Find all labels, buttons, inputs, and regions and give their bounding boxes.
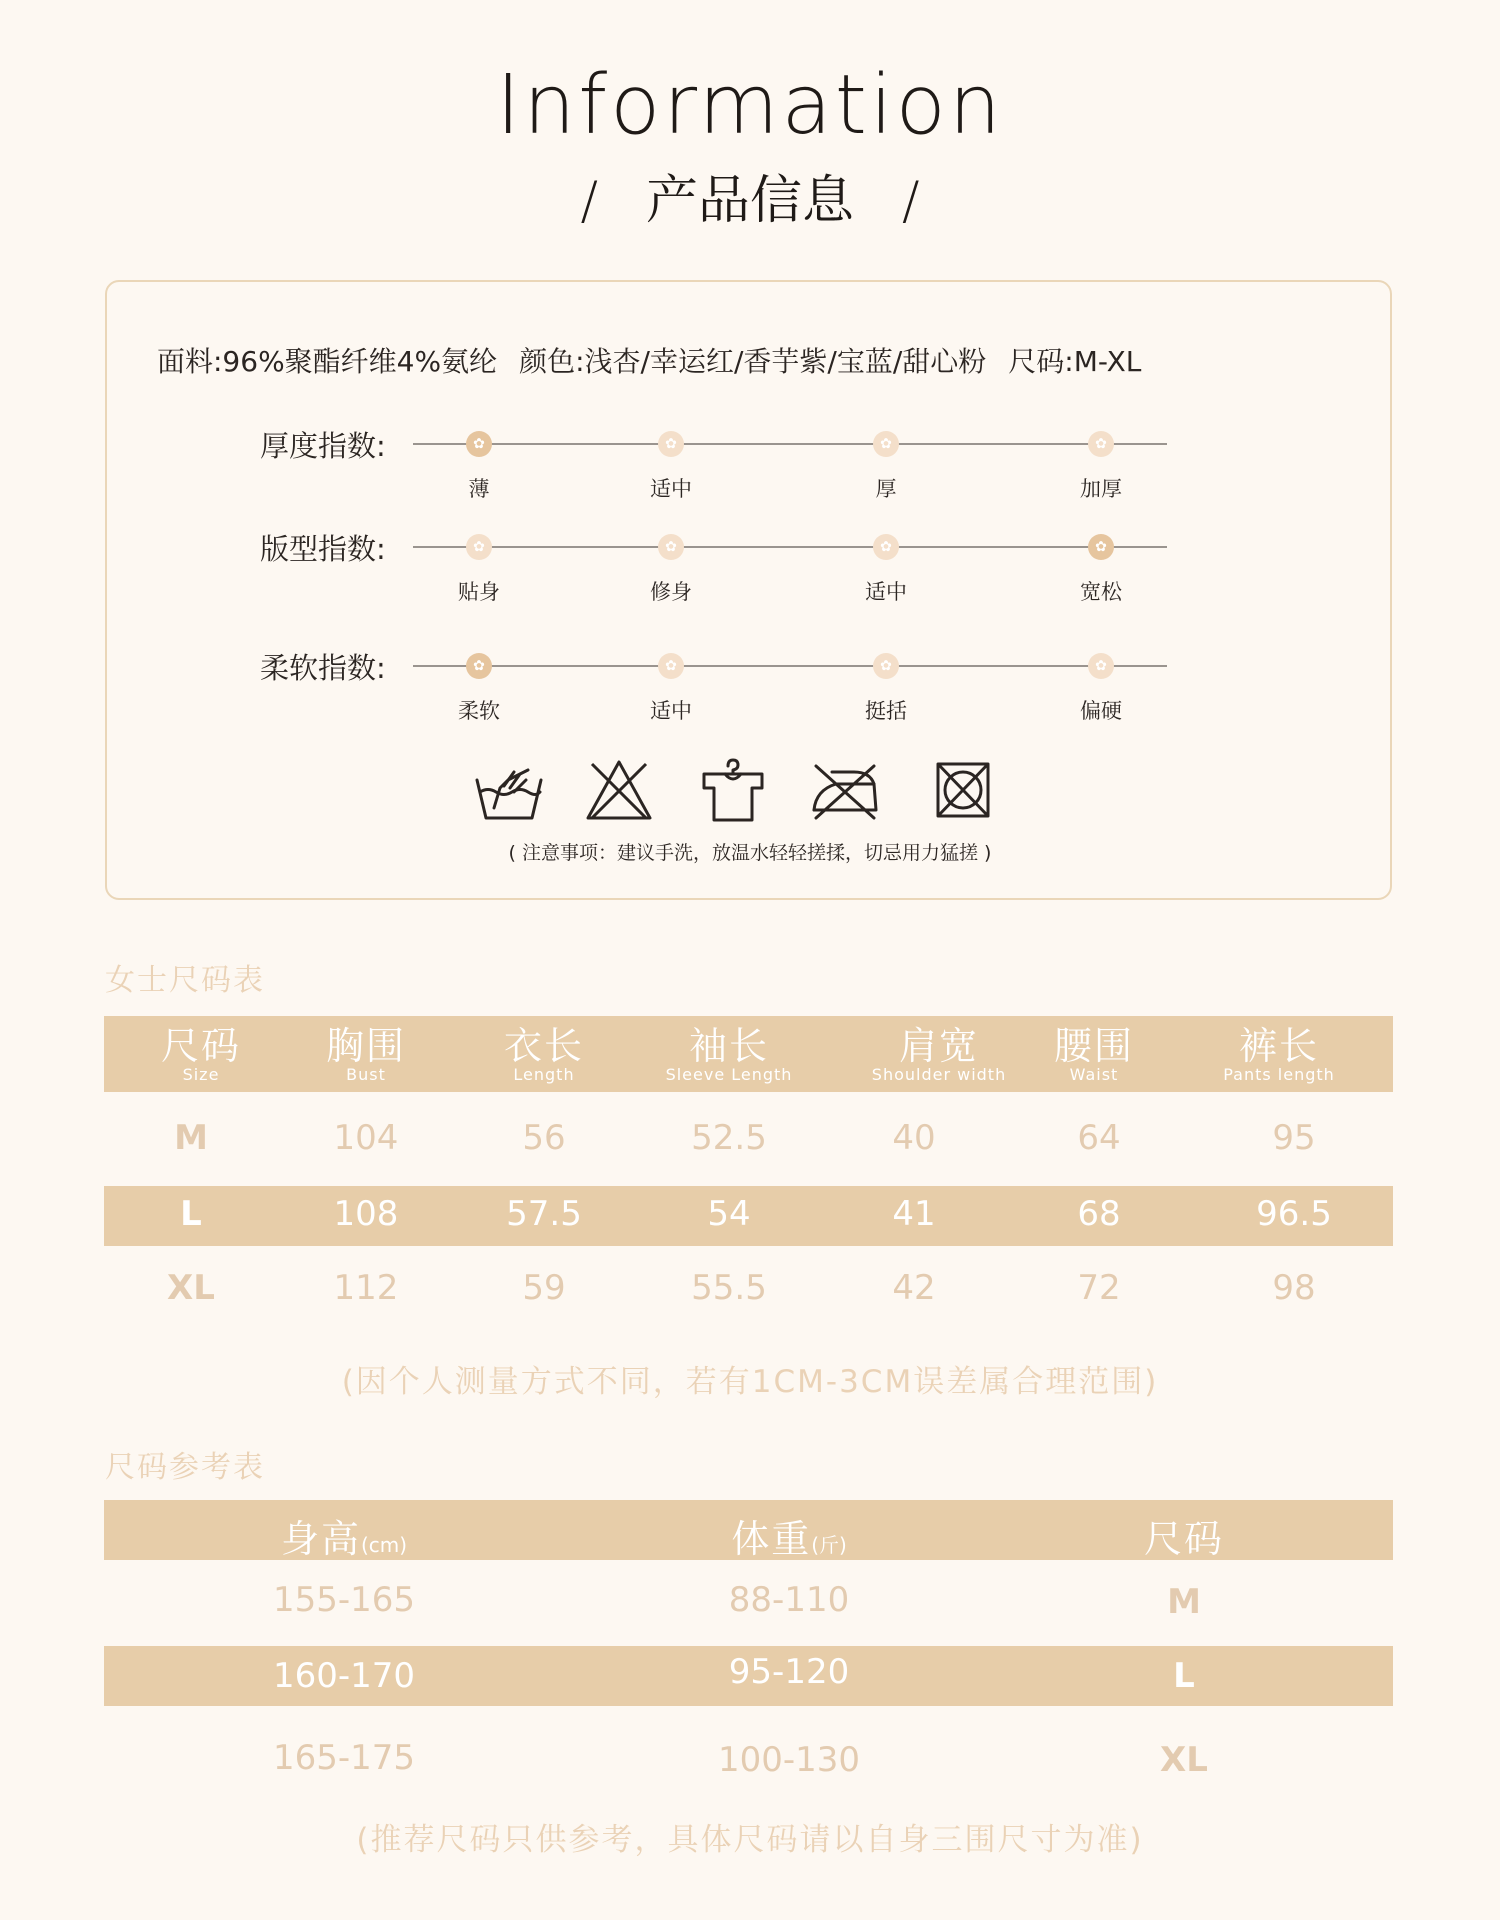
hand-wash-icon bbox=[474, 758, 544, 822]
table-cell: M bbox=[174, 1118, 208, 1158]
rating-dot: ✿ bbox=[658, 534, 684, 560]
spec-color: 颜色:浅杏/幸运红/香芋紫/宝蓝/甜心粉 bbox=[519, 345, 987, 378]
header-cell-bust: 胸围 Bust bbox=[325, 1024, 406, 1084]
no-bleach-icon bbox=[584, 758, 654, 822]
rating-option: 柔软 bbox=[458, 699, 500, 723]
rating-option: 薄 bbox=[468, 477, 490, 501]
ref-header-height: 身高(cm) bbox=[280, 1517, 408, 1561]
hang-dry-icon bbox=[698, 758, 768, 822]
rating-option: 加厚 bbox=[1080, 477, 1122, 501]
title-chinese-text: 产品信息 bbox=[645, 171, 854, 231]
table-cell: 64 bbox=[1077, 1118, 1121, 1158]
table-row bbox=[104, 1578, 1393, 1638]
table-cell: 95-120 bbox=[728, 1652, 850, 1692]
rating-option: 宽松 bbox=[1080, 580, 1122, 604]
table-cell: 54 bbox=[707, 1194, 751, 1234]
rating-dot: ✿ bbox=[873, 653, 899, 679]
ref-table-note: (推荐尺码只供参考，具体尺码请以自身三围尺寸为准) bbox=[356, 1822, 1144, 1858]
size-table-note: (因个人测量方式不同，若有1CM-3CM误差属合理范围) bbox=[341, 1364, 1159, 1400]
table-row bbox=[104, 1112, 1393, 1172]
table-cell: XL bbox=[167, 1268, 215, 1308]
rating-dot: ✿ bbox=[658, 653, 684, 679]
table-cell: 42 bbox=[892, 1268, 936, 1308]
table-cell: 41 bbox=[892, 1194, 936, 1234]
rating-option: 适中 bbox=[650, 477, 692, 501]
rating-track-softness bbox=[413, 658, 1167, 723]
spec-size: 尺码:M-XL bbox=[1008, 345, 1142, 378]
table-cell: M bbox=[1167, 1582, 1201, 1622]
rating-dot: ✿ bbox=[466, 534, 492, 560]
title-slash-right: / bbox=[902, 171, 920, 231]
table-cell: 72 bbox=[1077, 1268, 1121, 1308]
size-table-header bbox=[104, 1016, 1393, 1092]
care-note: ( 注意事项：建议手洗，放温水轻轻搓揉，切忌用力猛搓 ) bbox=[508, 842, 992, 864]
table-cell: 59 bbox=[522, 1268, 566, 1308]
table-cell: 98 bbox=[1272, 1268, 1316, 1308]
spec-fabric: 面料:96%聚酯纤维4%氨纶 bbox=[157, 345, 498, 378]
spec-line bbox=[157, 340, 1163, 380]
ref-header-size: 尺码 bbox=[1143, 1517, 1224, 1561]
rating-option: 适中 bbox=[865, 580, 907, 604]
rating-track-fit bbox=[413, 539, 1167, 604]
rating-dot: ✿ bbox=[1088, 431, 1114, 457]
rating-option: 修身 bbox=[650, 580, 692, 604]
rating-dot: ✿ bbox=[873, 431, 899, 457]
rating-dot: ✿ bbox=[658, 431, 684, 457]
table-cell: 88-110 bbox=[728, 1580, 850, 1620]
table-row bbox=[104, 1736, 1393, 1796]
title-english: Information bbox=[496, 58, 1004, 153]
rating-track-thickness bbox=[413, 436, 1167, 501]
table-cell: 40 bbox=[892, 1118, 936, 1158]
size-table-title: 女士尺码表 bbox=[105, 963, 265, 998]
table-cell: 68 bbox=[1077, 1194, 1121, 1234]
ref-table-title: 尺码参考表 bbox=[105, 1450, 265, 1485]
rating-option: 适中 bbox=[650, 699, 692, 723]
table-cell: 108 bbox=[333, 1194, 399, 1234]
table-cell: 104 bbox=[333, 1118, 399, 1158]
ref-table-header bbox=[104, 1500, 1393, 1560]
no-tumble-dry-icon bbox=[928, 758, 998, 822]
header-cell-sleeve: 袖长 Sleeve Length bbox=[665, 1024, 793, 1084]
header-cell-waist: 腰围 Waist bbox=[1053, 1024, 1134, 1084]
no-iron-icon bbox=[810, 758, 880, 822]
rating-dot: ✿ bbox=[873, 534, 899, 560]
ref-header-weight: 体重(斤) bbox=[731, 1517, 847, 1561]
header-cell-pants: 裤长 Pants length bbox=[1223, 1024, 1335, 1084]
table-cell: 55.5 bbox=[691, 1268, 767, 1308]
table-cell: 57.5 bbox=[506, 1194, 582, 1234]
table-row bbox=[104, 1186, 1393, 1246]
rating-option: 偏硬 bbox=[1080, 699, 1122, 723]
rating-dot-selected: ✿ bbox=[1088, 534, 1114, 560]
table-cell: 160-170 bbox=[272, 1656, 416, 1696]
rating-label-thickness: 厚度指数: bbox=[260, 429, 386, 463]
table-cell: 96.5 bbox=[1256, 1194, 1332, 1234]
rating-label-softness: 柔软指数: bbox=[260, 651, 386, 685]
rating-label-fit: 版型指数: bbox=[260, 532, 386, 566]
care-icons bbox=[470, 758, 1030, 822]
table-row bbox=[104, 1262, 1393, 1322]
table-row bbox=[104, 1646, 1393, 1706]
header-cell-size: 尺码 Size bbox=[160, 1024, 241, 1084]
table-cell: 100-130 bbox=[717, 1740, 861, 1780]
rating-option: 贴身 bbox=[458, 580, 500, 604]
table-cell: 165-175 bbox=[272, 1738, 416, 1778]
title-slash-left: / bbox=[580, 171, 598, 231]
table-cell: L bbox=[1173, 1656, 1195, 1696]
rating-dot: ✿ bbox=[1088, 653, 1114, 679]
table-cell: 112 bbox=[333, 1268, 399, 1308]
table-cell: 52.5 bbox=[691, 1118, 767, 1158]
title-chinese bbox=[0, 158, 1500, 233]
header-cell-shoulder: 肩宽 Shoulder width bbox=[871, 1024, 1007, 1084]
table-cell: 155-165 bbox=[272, 1580, 416, 1620]
table-cell: L bbox=[180, 1194, 202, 1234]
table-cell: 56 bbox=[522, 1118, 566, 1158]
rating-dot-selected: ✿ bbox=[466, 431, 492, 457]
table-cell: XL bbox=[1160, 1740, 1208, 1780]
rating-dot-selected: ✿ bbox=[466, 653, 492, 679]
header-cell-length: 衣长 Length bbox=[503, 1024, 584, 1084]
rating-option: 厚 bbox=[875, 477, 897, 501]
rating-option: 挺括 bbox=[865, 699, 907, 723]
table-cell: 95 bbox=[1272, 1118, 1316, 1158]
